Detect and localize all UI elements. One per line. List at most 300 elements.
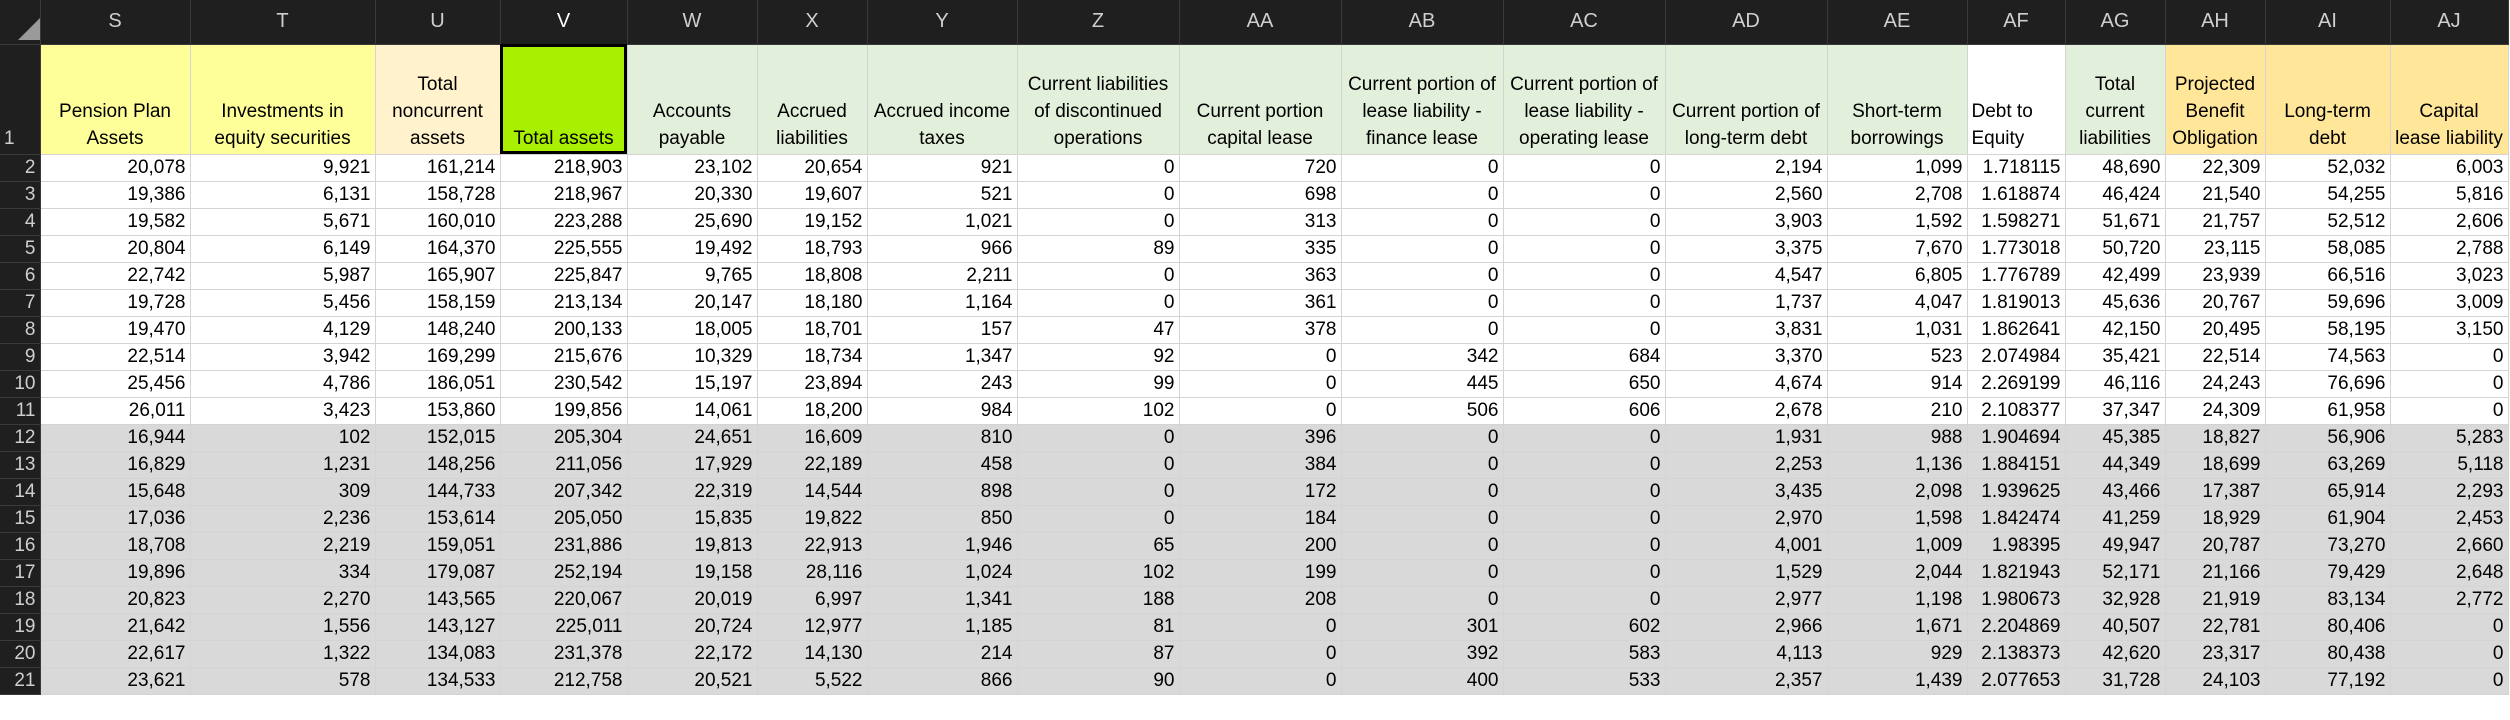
cell-aa5[interactable]: 335 — [1179, 235, 1341, 262]
row-header[interactable]: 2 — [0, 154, 40, 181]
cell-t10[interactable]: 4,786 — [190, 370, 375, 397]
cell-ad8[interactable]: 3,831 — [1665, 316, 1827, 343]
cell-aa15[interactable]: 184 — [1179, 505, 1341, 532]
cell-ae3[interactable]: 2,708 — [1827, 181, 1967, 208]
cell-w12[interactable]: 24,651 — [627, 424, 757, 451]
row-header[interactable]: 12 — [0, 424, 40, 451]
column-header-ae[interactable]: AE — [1827, 0, 1967, 44]
cell-v6[interactable]: 225,847 — [500, 262, 627, 289]
cell-s21[interactable]: 23,621 — [40, 667, 190, 694]
cell-y2[interactable]: 921 — [867, 154, 1017, 181]
cell-ac5[interactable]: 0 — [1503, 235, 1665, 262]
cell-t7[interactable]: 5,456 — [190, 289, 375, 316]
cell-x4[interactable]: 19,152 — [757, 208, 867, 235]
cell-aj2[interactable]: 6,003 — [2390, 154, 2508, 181]
cell-ac17[interactable]: 0 — [1503, 559, 1665, 586]
cell-ab10[interactable]: 445 — [1341, 370, 1503, 397]
cell-u16[interactable]: 159,051 — [375, 532, 500, 559]
row-header[interactable]: 8 — [0, 316, 40, 343]
cell-s6[interactable]: 22,742 — [40, 262, 190, 289]
cell-ai18[interactable]: 83,134 — [2265, 586, 2390, 613]
cell-aa9[interactable]: 0 — [1179, 343, 1341, 370]
cell-aa10[interactable]: 0 — [1179, 370, 1341, 397]
cell-ai17[interactable]: 79,429 — [2265, 559, 2390, 586]
cell-x15[interactable]: 19,822 — [757, 505, 867, 532]
cell-aa4[interactable]: 313 — [1179, 208, 1341, 235]
cell-ab13[interactable]: 0 — [1341, 451, 1503, 478]
cell-ag13[interactable]: 44,349 — [2065, 451, 2165, 478]
cell-z20[interactable]: 87 — [1017, 640, 1179, 667]
header-cell-s[interactable]: Pension Plan Assets — [40, 44, 190, 154]
cell-ae6[interactable]: 6,805 — [1827, 262, 1967, 289]
row-header[interactable]: 9 — [0, 343, 40, 370]
cell-t17[interactable]: 334 — [190, 559, 375, 586]
header-cell-ag[interactable]: Total current liabilities — [2065, 44, 2165, 154]
cell-w11[interactable]: 14,061 — [627, 397, 757, 424]
cell-v2[interactable]: 218,903 — [500, 154, 627, 181]
cell-aj16[interactable]: 2,660 — [2390, 532, 2508, 559]
cell-ab15[interactable]: 0 — [1341, 505, 1503, 532]
cell-x17[interactable]: 28,116 — [757, 559, 867, 586]
cell-aj14[interactable]: 2,293 — [2390, 478, 2508, 505]
cell-ah12[interactable]: 18,827 — [2165, 424, 2265, 451]
header-cell-ah[interactable]: Projected Benefit Obligation — [2165, 44, 2265, 154]
cell-ai20[interactable]: 80,438 — [2265, 640, 2390, 667]
cell-u18[interactable]: 143,565 — [375, 586, 500, 613]
cell-ah21[interactable]: 24,103 — [2165, 667, 2265, 694]
cell-ac4[interactable]: 0 — [1503, 208, 1665, 235]
cell-af9[interactable]: 2.074984 — [1967, 343, 2065, 370]
cell-y10[interactable]: 243 — [867, 370, 1017, 397]
cell-aa14[interactable]: 172 — [1179, 478, 1341, 505]
cell-ad7[interactable]: 1,737 — [1665, 289, 1827, 316]
cell-t6[interactable]: 5,987 — [190, 262, 375, 289]
cell-v13[interactable]: 211,056 — [500, 451, 627, 478]
cell-u12[interactable]: 152,015 — [375, 424, 500, 451]
cell-y6[interactable]: 2,211 — [867, 262, 1017, 289]
cell-t2[interactable]: 9,921 — [190, 154, 375, 181]
cell-w4[interactable]: 25,690 — [627, 208, 757, 235]
cell-ah15[interactable]: 18,929 — [2165, 505, 2265, 532]
cell-ac12[interactable]: 0 — [1503, 424, 1665, 451]
cell-ah3[interactable]: 21,540 — [2165, 181, 2265, 208]
cell-ag21[interactable]: 31,728 — [2065, 667, 2165, 694]
cell-ae5[interactable]: 7,670 — [1827, 235, 1967, 262]
row-header[interactable]: 3 — [0, 181, 40, 208]
header-cell-ai[interactable]: Long-term debt — [2265, 44, 2390, 154]
cell-u6[interactable]: 165,907 — [375, 262, 500, 289]
cell-ah11[interactable]: 24,309 — [2165, 397, 2265, 424]
header-cell-v[interactable]: Total assets — [500, 44, 627, 154]
cell-aj7[interactable]: 3,009 — [2390, 289, 2508, 316]
cell-u19[interactable]: 143,127 — [375, 613, 500, 640]
cell-aa12[interactable]: 396 — [1179, 424, 1341, 451]
cell-aj18[interactable]: 2,772 — [2390, 586, 2508, 613]
row-header[interactable]: 16 — [0, 532, 40, 559]
cell-s13[interactable]: 16,829 — [40, 451, 190, 478]
cell-z2[interactable]: 0 — [1017, 154, 1179, 181]
cell-u5[interactable]: 164,370 — [375, 235, 500, 262]
cell-s14[interactable]: 15,648 — [40, 478, 190, 505]
cell-t21[interactable]: 578 — [190, 667, 375, 694]
cell-ag16[interactable]: 49,947 — [2065, 532, 2165, 559]
cell-v3[interactable]: 218,967 — [500, 181, 627, 208]
cell-ai5[interactable]: 58,085 — [2265, 235, 2390, 262]
cell-w17[interactable]: 19,158 — [627, 559, 757, 586]
cell-x2[interactable]: 20,654 — [757, 154, 867, 181]
column-header-ac[interactable]: AC — [1503, 0, 1665, 44]
cell-ah13[interactable]: 18,699 — [2165, 451, 2265, 478]
cell-af17[interactable]: 1.821943 — [1967, 559, 2065, 586]
cell-x16[interactable]: 22,913 — [757, 532, 867, 559]
cell-ag11[interactable]: 37,347 — [2065, 397, 2165, 424]
column-header-v[interactable]: V — [500, 0, 627, 44]
cell-ae20[interactable]: 929 — [1827, 640, 1967, 667]
cell-ai6[interactable]: 66,516 — [2265, 262, 2390, 289]
header-cell-ab[interactable]: Current portion of lease liability - finance lease — [1341, 44, 1503, 154]
cell-ah5[interactable]: 23,115 — [2165, 235, 2265, 262]
cell-ag14[interactable]: 43,466 — [2065, 478, 2165, 505]
column-header-y[interactable]: Y — [867, 0, 1017, 44]
cell-ab12[interactable]: 0 — [1341, 424, 1503, 451]
cell-aj6[interactable]: 3,023 — [2390, 262, 2508, 289]
cell-t14[interactable]: 309 — [190, 478, 375, 505]
cell-w21[interactable]: 20,521 — [627, 667, 757, 694]
row-header[interactable]: 18 — [0, 586, 40, 613]
row-header[interactable]: 6 — [0, 262, 40, 289]
cell-ag18[interactable]: 32,928 — [2065, 586, 2165, 613]
cell-s4[interactable]: 19,582 — [40, 208, 190, 235]
cell-ah2[interactable]: 22,309 — [2165, 154, 2265, 181]
cell-ac14[interactable]: 0 — [1503, 478, 1665, 505]
cell-y17[interactable]: 1,024 — [867, 559, 1017, 586]
cell-t15[interactable]: 2,236 — [190, 505, 375, 532]
cell-ag17[interactable]: 52,171 — [2065, 559, 2165, 586]
header-cell-u[interactable]: Total noncurrent assets — [375, 44, 500, 154]
cell-w7[interactable]: 20,147 — [627, 289, 757, 316]
cell-aj9[interactable]: 0 — [2390, 343, 2508, 370]
cell-s18[interactable]: 20,823 — [40, 586, 190, 613]
cell-s9[interactable]: 22,514 — [40, 343, 190, 370]
cell-ad3[interactable]: 2,560 — [1665, 181, 1827, 208]
cell-w20[interactable]: 22,172 — [627, 640, 757, 667]
column-header-aj[interactable]: AJ — [2390, 0, 2508, 44]
column-header-ad[interactable]: AD — [1665, 0, 1827, 44]
cell-ad12[interactable]: 1,931 — [1665, 424, 1827, 451]
cell-aa2[interactable]: 720 — [1179, 154, 1341, 181]
row-header[interactable]: 4 — [0, 208, 40, 235]
cell-ag10[interactable]: 46,116 — [2065, 370, 2165, 397]
cell-z13[interactable]: 0 — [1017, 451, 1179, 478]
cell-aj5[interactable]: 2,788 — [2390, 235, 2508, 262]
cell-ah6[interactable]: 23,939 — [2165, 262, 2265, 289]
cell-w18[interactable]: 20,019 — [627, 586, 757, 613]
cell-af20[interactable]: 2.138373 — [1967, 640, 2065, 667]
cell-ae10[interactable]: 914 — [1827, 370, 1967, 397]
cell-ab9[interactable]: 342 — [1341, 343, 1503, 370]
cell-s12[interactable]: 16,944 — [40, 424, 190, 451]
cell-u15[interactable]: 153,614 — [375, 505, 500, 532]
cell-ag6[interactable]: 42,499 — [2065, 262, 2165, 289]
cell-v17[interactable]: 252,194 — [500, 559, 627, 586]
cell-y18[interactable]: 1,341 — [867, 586, 1017, 613]
cell-u13[interactable]: 148,256 — [375, 451, 500, 478]
cell-u9[interactable]: 169,299 — [375, 343, 500, 370]
cell-ae17[interactable]: 2,044 — [1827, 559, 1967, 586]
header-cell-ad[interactable]: Current portion of long-term debt — [1665, 44, 1827, 154]
column-header-u[interactable]: U — [375, 0, 500, 44]
cell-ae18[interactable]: 1,198 — [1827, 586, 1967, 613]
row-header[interactable]: 20 — [0, 640, 40, 667]
cell-aj12[interactable]: 5,283 — [2390, 424, 2508, 451]
cell-ab20[interactable]: 392 — [1341, 640, 1503, 667]
column-header-z[interactable]: Z — [1017, 0, 1179, 44]
cell-ah8[interactable]: 20,495 — [2165, 316, 2265, 343]
cell-ac8[interactable]: 0 — [1503, 316, 1665, 343]
cell-v20[interactable]: 231,378 — [500, 640, 627, 667]
cell-s17[interactable]: 19,896 — [40, 559, 190, 586]
cell-ab4[interactable]: 0 — [1341, 208, 1503, 235]
cell-ag9[interactable]: 35,421 — [2065, 343, 2165, 370]
cell-t18[interactable]: 2,270 — [190, 586, 375, 613]
cell-ah14[interactable]: 17,387 — [2165, 478, 2265, 505]
row-header[interactable]: 7 — [0, 289, 40, 316]
cell-ae2[interactable]: 1,099 — [1827, 154, 1967, 181]
cell-t3[interactable]: 6,131 — [190, 181, 375, 208]
cell-ac18[interactable]: 0 — [1503, 586, 1665, 613]
cell-ab14[interactable]: 0 — [1341, 478, 1503, 505]
cell-ab21[interactable]: 400 — [1341, 667, 1503, 694]
cell-u21[interactable]: 134,533 — [375, 667, 500, 694]
cell-t19[interactable]: 1,556 — [190, 613, 375, 640]
column-header-ag[interactable]: AG — [2065, 0, 2165, 44]
header-cell-aa[interactable]: Current portion capital lease — [1179, 44, 1341, 154]
cell-v11[interactable]: 199,856 — [500, 397, 627, 424]
cell-aj11[interactable]: 0 — [2390, 397, 2508, 424]
header-cell-t[interactable]: Investments in equity securities — [190, 44, 375, 154]
cell-ag7[interactable]: 45,636 — [2065, 289, 2165, 316]
cell-ag15[interactable]: 41,259 — [2065, 505, 2165, 532]
cell-z10[interactable]: 99 — [1017, 370, 1179, 397]
header-cell-ae[interactable]: Short-term borrowings — [1827, 44, 1967, 154]
cell-af16[interactable]: 1.98395 — [1967, 532, 2065, 559]
cell-y21[interactable]: 866 — [867, 667, 1017, 694]
cell-ai15[interactable]: 61,904 — [2265, 505, 2390, 532]
cell-ah4[interactable]: 21,757 — [2165, 208, 2265, 235]
cell-aa3[interactable]: 698 — [1179, 181, 1341, 208]
cell-u4[interactable]: 160,010 — [375, 208, 500, 235]
cell-af21[interactable]: 2.077653 — [1967, 667, 2065, 694]
cell-ae21[interactable]: 1,439 — [1827, 667, 1967, 694]
cell-z18[interactable]: 188 — [1017, 586, 1179, 613]
cell-ac3[interactable]: 0 — [1503, 181, 1665, 208]
cell-ag8[interactable]: 42,150 — [2065, 316, 2165, 343]
cell-x21[interactable]: 5,522 — [757, 667, 867, 694]
cell-ah7[interactable]: 20,767 — [2165, 289, 2265, 316]
cell-ai14[interactable]: 65,914 — [2265, 478, 2390, 505]
cell-v16[interactable]: 231,886 — [500, 532, 627, 559]
cell-u11[interactable]: 153,860 — [375, 397, 500, 424]
cell-aj3[interactable]: 5,816 — [2390, 181, 2508, 208]
cell-z12[interactable]: 0 — [1017, 424, 1179, 451]
column-header-t[interactable]: T — [190, 0, 375, 44]
cell-w6[interactable]: 9,765 — [627, 262, 757, 289]
row-header[interactable]: 13 — [0, 451, 40, 478]
cell-u2[interactable]: 161,214 — [375, 154, 500, 181]
cell-ae19[interactable]: 1,671 — [1827, 613, 1967, 640]
cell-ae8[interactable]: 1,031 — [1827, 316, 1967, 343]
cell-ab16[interactable]: 0 — [1341, 532, 1503, 559]
cell-ad21[interactable]: 2,357 — [1665, 667, 1827, 694]
cell-u3[interactable]: 158,728 — [375, 181, 500, 208]
cell-ad16[interactable]: 4,001 — [1665, 532, 1827, 559]
cell-y5[interactable]: 966 — [867, 235, 1017, 262]
cell-y7[interactable]: 1,164 — [867, 289, 1017, 316]
cell-aa7[interactable]: 361 — [1179, 289, 1341, 316]
cell-aa21[interactable]: 0 — [1179, 667, 1341, 694]
cell-w9[interactable]: 10,329 — [627, 343, 757, 370]
row-header[interactable]: 10 — [0, 370, 40, 397]
cell-af18[interactable]: 1.980673 — [1967, 586, 2065, 613]
cell-v5[interactable]: 225,555 — [500, 235, 627, 262]
cell-y3[interactable]: 521 — [867, 181, 1017, 208]
cell-w5[interactable]: 19,492 — [627, 235, 757, 262]
cell-ad20[interactable]: 4,113 — [1665, 640, 1827, 667]
cell-af12[interactable]: 1.904694 — [1967, 424, 2065, 451]
cell-ab7[interactable]: 0 — [1341, 289, 1503, 316]
cell-v19[interactable]: 225,011 — [500, 613, 627, 640]
cell-ac7[interactable]: 0 — [1503, 289, 1665, 316]
cell-v9[interactable]: 215,676 — [500, 343, 627, 370]
cell-s2[interactable]: 20,078 — [40, 154, 190, 181]
column-header-ah[interactable]: AH — [2165, 0, 2265, 44]
cell-ad4[interactable]: 3,903 — [1665, 208, 1827, 235]
cell-x20[interactable]: 14,130 — [757, 640, 867, 667]
cell-x5[interactable]: 18,793 — [757, 235, 867, 262]
cell-ag4[interactable]: 51,671 — [2065, 208, 2165, 235]
cell-s8[interactable]: 19,470 — [40, 316, 190, 343]
cell-w15[interactable]: 15,835 — [627, 505, 757, 532]
cell-ac15[interactable]: 0 — [1503, 505, 1665, 532]
cell-w8[interactable]: 18,005 — [627, 316, 757, 343]
cell-aj10[interactable]: 0 — [2390, 370, 2508, 397]
cell-ad6[interactable]: 4,547 — [1665, 262, 1827, 289]
cell-ad18[interactable]: 2,977 — [1665, 586, 1827, 613]
cell-ae13[interactable]: 1,136 — [1827, 451, 1967, 478]
cell-ac6[interactable]: 0 — [1503, 262, 1665, 289]
cell-w19[interactable]: 20,724 — [627, 613, 757, 640]
cell-ad13[interactable]: 2,253 — [1665, 451, 1827, 478]
row-header[interactable]: 19 — [0, 613, 40, 640]
cell-w2[interactable]: 23,102 — [627, 154, 757, 181]
cell-ac2[interactable]: 0 — [1503, 154, 1665, 181]
cell-v12[interactable]: 205,304 — [500, 424, 627, 451]
cell-ab2[interactable]: 0 — [1341, 154, 1503, 181]
cell-ad5[interactable]: 3,375 — [1665, 235, 1827, 262]
cell-s16[interactable]: 18,708 — [40, 532, 190, 559]
cell-ab19[interactable]: 301 — [1341, 613, 1503, 640]
cell-t8[interactable]: 4,129 — [190, 316, 375, 343]
cell-z8[interactable]: 47 — [1017, 316, 1179, 343]
row-header[interactable]: 11 — [0, 397, 40, 424]
cell-ac19[interactable]: 602 — [1503, 613, 1665, 640]
column-header-ab[interactable]: AB — [1341, 0, 1503, 44]
cell-u7[interactable]: 158,159 — [375, 289, 500, 316]
cell-z5[interactable]: 89 — [1017, 235, 1179, 262]
cell-ac9[interactable]: 684 — [1503, 343, 1665, 370]
cell-v4[interactable]: 223,288 — [500, 208, 627, 235]
cell-aj19[interactable]: 0 — [2390, 613, 2508, 640]
cell-ai3[interactable]: 54,255 — [2265, 181, 2390, 208]
cell-aj4[interactable]: 2,606 — [2390, 208, 2508, 235]
cell-u14[interactable]: 144,733 — [375, 478, 500, 505]
cell-t11[interactable]: 3,423 — [190, 397, 375, 424]
cell-ag5[interactable]: 50,720 — [2065, 235, 2165, 262]
cell-v10[interactable]: 230,542 — [500, 370, 627, 397]
cell-ai21[interactable]: 77,192 — [2265, 667, 2390, 694]
cell-aa18[interactable]: 208 — [1179, 586, 1341, 613]
cell-ab8[interactable]: 0 — [1341, 316, 1503, 343]
cell-aa20[interactable]: 0 — [1179, 640, 1341, 667]
cell-y14[interactable]: 898 — [867, 478, 1017, 505]
cell-ab17[interactable]: 0 — [1341, 559, 1503, 586]
cell-x3[interactable]: 19,607 — [757, 181, 867, 208]
cell-ae15[interactable]: 1,598 — [1827, 505, 1967, 532]
cell-u8[interactable]: 148,240 — [375, 316, 500, 343]
row-header[interactable]: 5 — [0, 235, 40, 262]
cell-y13[interactable]: 458 — [867, 451, 1017, 478]
cell-t13[interactable]: 1,231 — [190, 451, 375, 478]
cell-ai19[interactable]: 80,406 — [2265, 613, 2390, 640]
column-header-s[interactable]: S — [40, 0, 190, 44]
header-cell-x[interactable]: Accrued liabilities — [757, 44, 867, 154]
cell-aj15[interactable]: 2,453 — [2390, 505, 2508, 532]
cell-ad10[interactable]: 4,674 — [1665, 370, 1827, 397]
cell-z21[interactable]: 90 — [1017, 667, 1179, 694]
cell-v21[interactable]: 212,758 — [500, 667, 627, 694]
cell-x10[interactable]: 23,894 — [757, 370, 867, 397]
cell-ag3[interactable]: 46,424 — [2065, 181, 2165, 208]
cell-t20[interactable]: 1,322 — [190, 640, 375, 667]
cell-ag20[interactable]: 42,620 — [2065, 640, 2165, 667]
cell-s20[interactable]: 22,617 — [40, 640, 190, 667]
cell-af11[interactable]: 2.108377 — [1967, 397, 2065, 424]
cell-af8[interactable]: 1.862641 — [1967, 316, 2065, 343]
cell-af15[interactable]: 1.842474 — [1967, 505, 2065, 532]
cell-af7[interactable]: 1.819013 — [1967, 289, 2065, 316]
cell-z3[interactable]: 0 — [1017, 181, 1179, 208]
cell-u10[interactable]: 186,051 — [375, 370, 500, 397]
cell-aj17[interactable]: 2,648 — [2390, 559, 2508, 586]
cell-y9[interactable]: 1,347 — [867, 343, 1017, 370]
row-header[interactable]: 17 — [0, 559, 40, 586]
cell-ac10[interactable]: 650 — [1503, 370, 1665, 397]
cell-ab18[interactable]: 0 — [1341, 586, 1503, 613]
cell-z15[interactable]: 0 — [1017, 505, 1179, 532]
cell-x19[interactable]: 12,977 — [757, 613, 867, 640]
cell-y15[interactable]: 850 — [867, 505, 1017, 532]
cell-s15[interactable]: 17,036 — [40, 505, 190, 532]
cell-aj13[interactable]: 5,118 — [2390, 451, 2508, 478]
cell-x12[interactable]: 16,609 — [757, 424, 867, 451]
cell-ai7[interactable]: 59,696 — [2265, 289, 2390, 316]
header-cell-w[interactable]: Accounts payable — [627, 44, 757, 154]
cell-y8[interactable]: 157 — [867, 316, 1017, 343]
cell-x9[interactable]: 18,734 — [757, 343, 867, 370]
cell-z19[interactable]: 81 — [1017, 613, 1179, 640]
cell-ac11[interactable]: 606 — [1503, 397, 1665, 424]
cell-af3[interactable]: 1.618874 — [1967, 181, 2065, 208]
